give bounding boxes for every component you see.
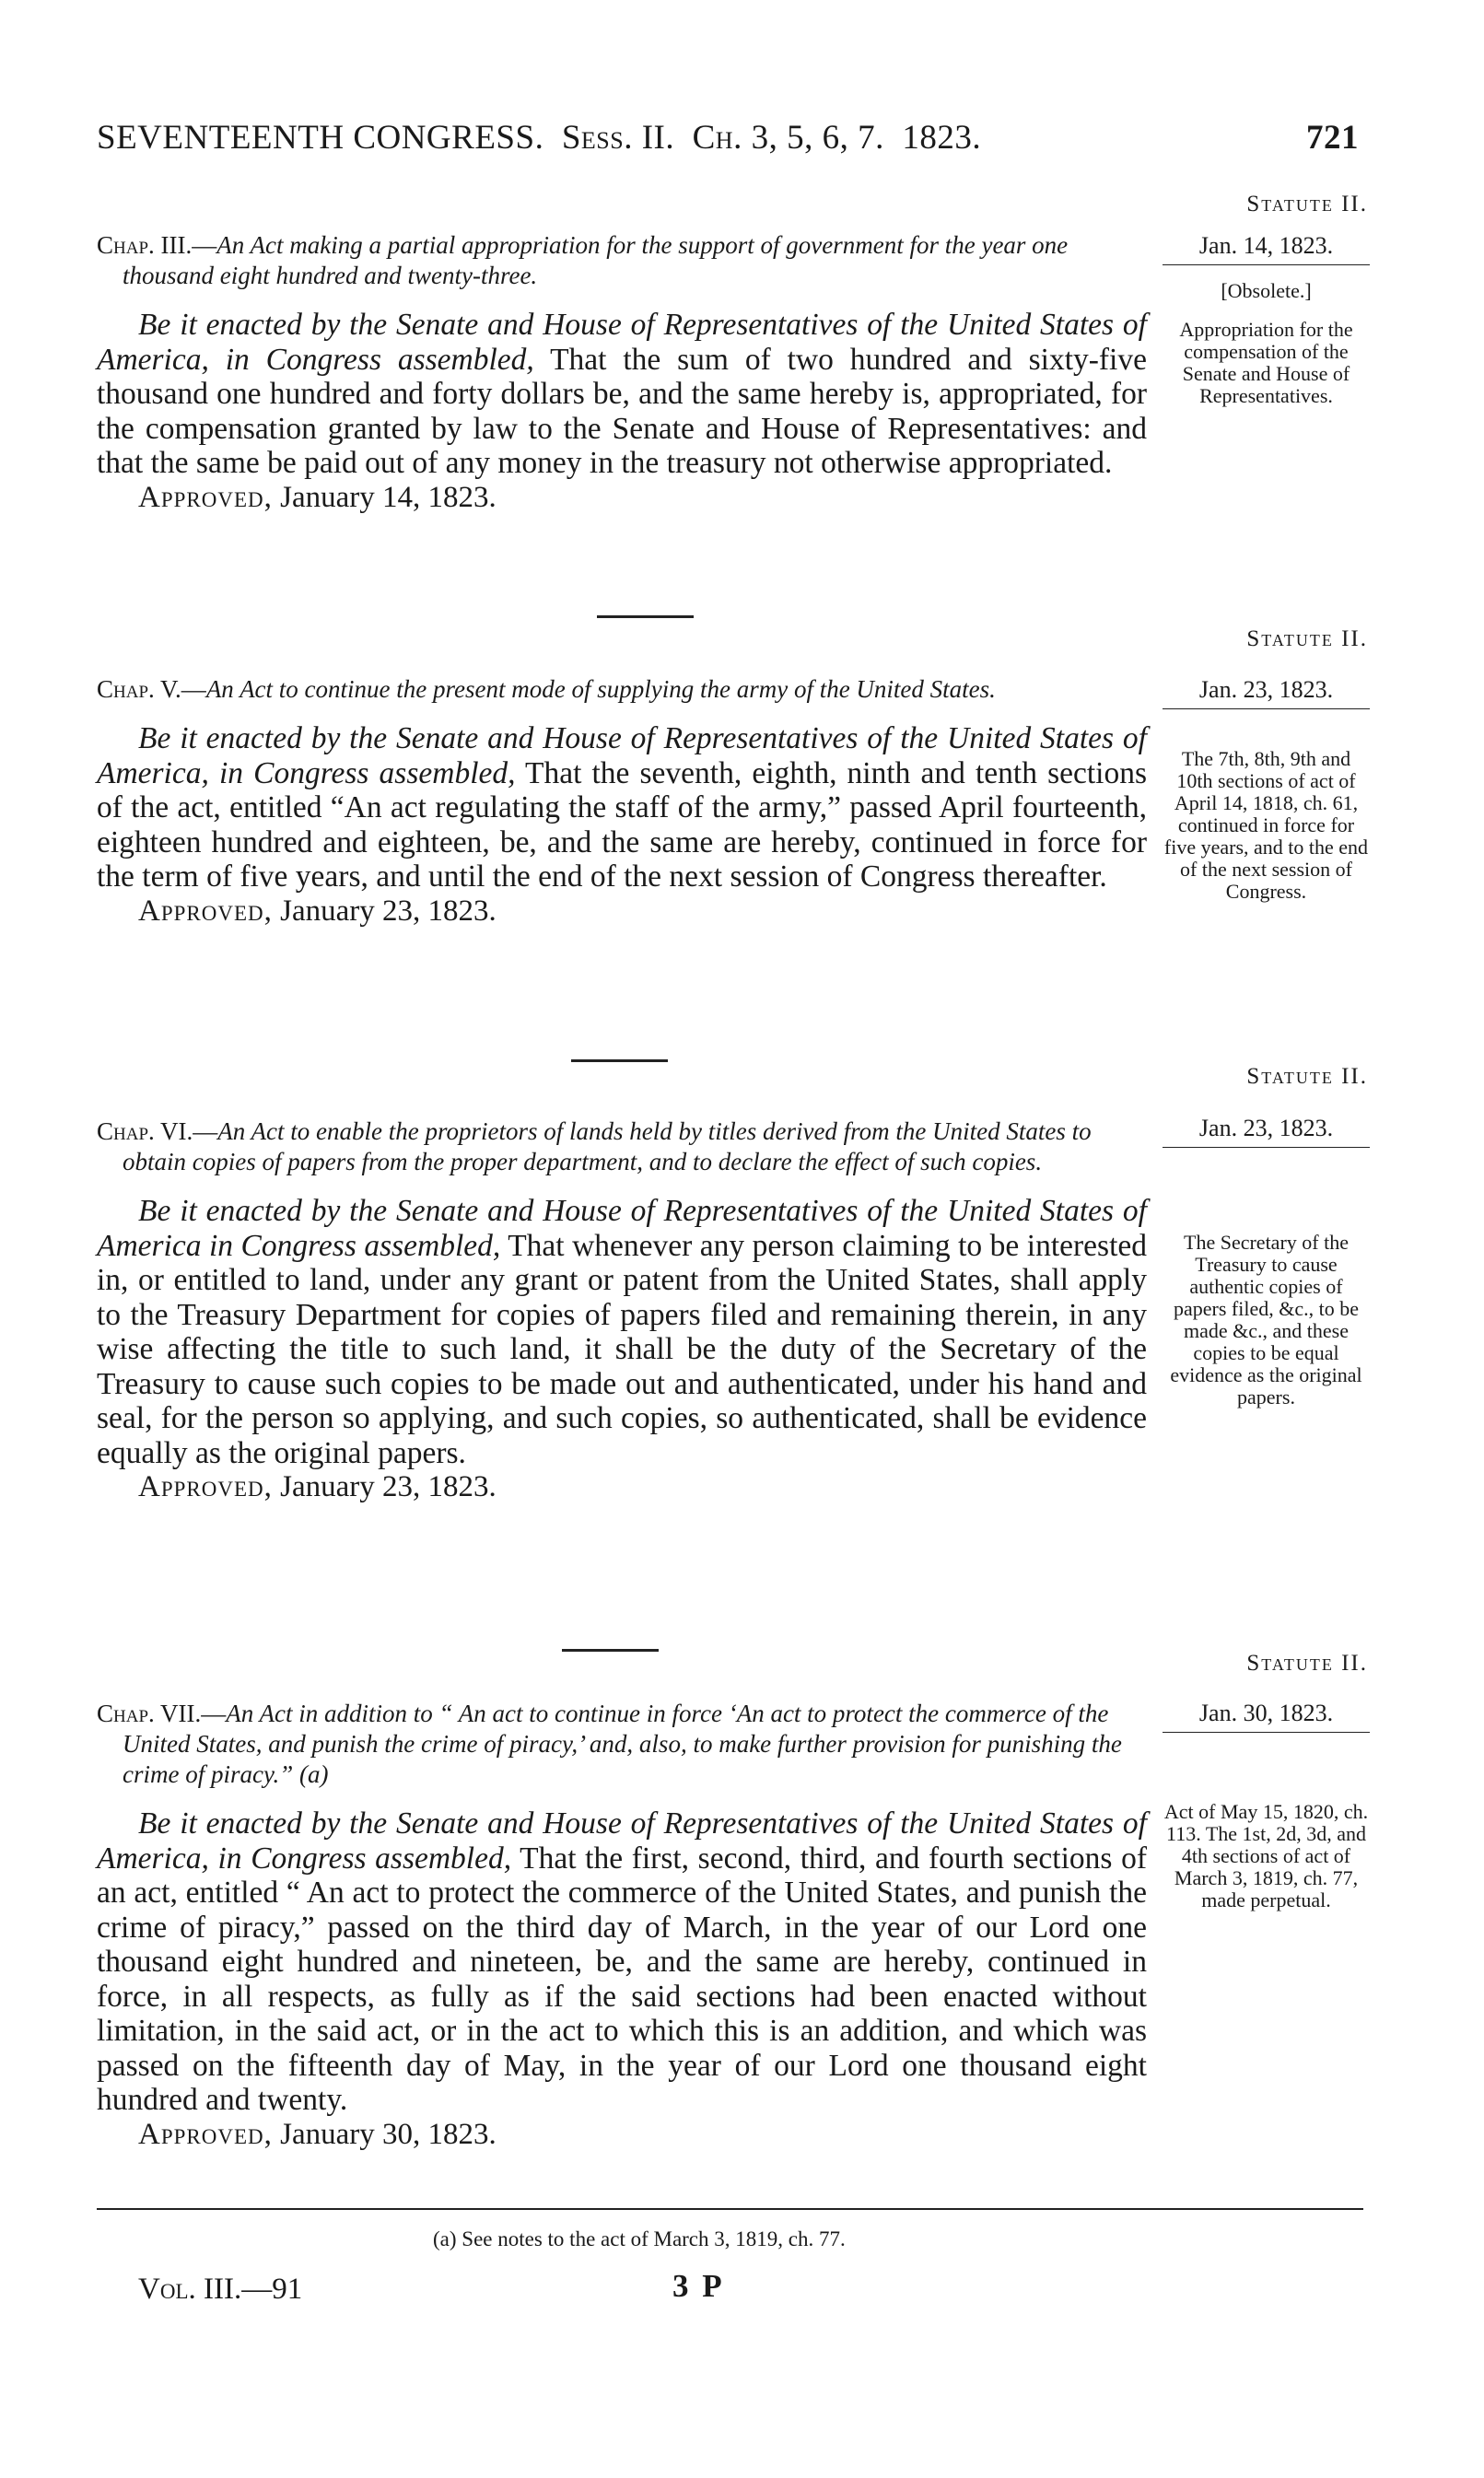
chapter-label: Chap. VI.—	[97, 1117, 218, 1145]
statute-label: Statute II.	[1246, 626, 1368, 651]
session-label: Sess. II.	[561, 119, 675, 157]
enacting-clause: Be it enacted by the Senate and House of Representatives of the United States of America, in Congress assembled,	[97, 308, 1147, 377]
footnote: (a) See notes to the act of March 3, 1819, ch. 77.	[433, 2227, 846, 2250]
approved-label: Approved,	[138, 1470, 273, 1503]
chapter-label: Chap. V.—	[97, 675, 206, 703]
approved-label: Approved,	[138, 894, 273, 928]
footnote-rule	[97, 2208, 1363, 2210]
chapter-body	[97, 308, 1147, 481]
chapter-title	[97, 230, 1147, 291]
enacting-clause: Be it enacted by the Senate and House of Representatives of the United States of America, in Congress assembled,	[97, 721, 1147, 790]
statute-label: Statute II.	[1246, 192, 1368, 216]
running-head	[97, 118, 981, 158]
chapter-title-text: An Act to continue the present mode of supplying the army of the United States.	[205, 675, 996, 703]
year-label: 1823.	[902, 119, 982, 157]
running-header	[97, 118, 1359, 164]
page-number: 721	[1306, 119, 1359, 157]
chapter-label: Chap. VII.—	[97, 1700, 227, 1727]
enacting-clause: Be it enacted by the Senate and House of Representatives of the United States of America in Congress assembled,	[97, 1194, 1147, 1263]
statute-label: Statute II.	[1246, 1064, 1368, 1089]
section-separator	[571, 1059, 668, 1062]
margin-date: Jan. 30, 1823.	[1163, 1700, 1370, 1733]
chapter-title-text: An Act making a partial appropriation for the support of government for the year one thousand eight hundred and twenty-three.	[123, 231, 1069, 289]
body-text: That whenever any person claiming to be interested in, or entitled to land, under any grant or patent from the United States, shall apply to the Treasury Department for copies of papers filed and remaining therein, in any wise affecting the title to such land, it shall be the duty of the Secretary of the Treasury to cause such copies to be made out and authenticated, under his hand and seal, for the person so applying, and such copies, so authenticated, shall be evidence equally as the original papers.	[97, 1228, 1148, 1470]
chapter-title-text: An Act in addition to “ An act to continue in force ‘An act to protect the commerce of the United States, and punish the crime of piracy,’ and, also, to make further provision for punishing the crime of piracy.” (a)	[123, 1700, 1122, 1788]
chapter-body	[97, 1806, 1147, 2118]
body-text: That the sum of two hundred and sixty-five thousand one hundred and forty dollars be, and the same hereby is, appropriated, for the compensation granted by law to the Senate and House of Representatives: and that the same be paid out of any money in the treasury not otherwise appropriated.	[97, 342, 1147, 480]
chapters-label: Ch. 3, 5, 6, 7.	[692, 119, 884, 157]
margin-date: Jan. 23, 1823.	[1163, 676, 1370, 709]
chapter-6	[97, 1116, 1147, 1504]
obsolete-note: [Obsolete.]	[1221, 279, 1312, 302]
chapter-body	[97, 721, 1147, 894]
congress-title: SEVENTEENTH CONGRESS.	[97, 119, 544, 157]
chapter-title	[97, 674, 1147, 705]
approved-date: January 23, 1823.	[280, 894, 497, 928]
margin-note: Act of May 15, 1820, ch. 113. The 1st, 2d, 3d, and 4th sections of act of March 3, 1819, ch. 77, made perpetual.	[1163, 1800, 1369, 1911]
margin-note: Appropriation for the compensation of the Senate and House of Representatives.	[1179, 318, 1353, 407]
body-text: That the first, second, third, and fourth sections of an act, entitled “ An act to protect the commerce of the United States, and punish the crime of piracy,” passed on the third day of March, in the year of our Lord one thousand eight hundred and nineteen, be, and the same are hereby, continued in force, in all respects, as fully as if the said sections had been enacted without limitation, in the said act, or in the act to which this is an addition, and which was passed on the fifteenth day of May, in the year of our Lord one thousand eight hundred and twenty.	[97, 1841, 1147, 2117]
approved-line	[138, 2118, 1147, 2152]
approved-date: January 23, 1823.	[280, 1470, 497, 1503]
chapter-body	[97, 1194, 1147, 1470]
chapter-title-text: An Act to enable the proprietors of lands held by titles derived from the United States to obtain copies of papers from the proper department, and to declare the effect of such copies.	[123, 1117, 1092, 1175]
section-separator	[597, 615, 694, 618]
volume-label: Vol. III.—91	[138, 2273, 303, 2306]
signature-mark: 3 P	[672, 2268, 725, 2304]
approved-date: January 14, 1823.	[280, 480, 497, 514]
approved-label: Approved,	[138, 480, 273, 514]
enacting-clause: Be it enacted by the Senate and House of Representatives of the United States of America, in Congress assembled,	[97, 1806, 1147, 1876]
margin-note: The Secretary of the Treasury to cause authentic copies of papers filed, &c., to be made &c., and these copies to be equal evidence as the original papers.	[1170, 1231, 1362, 1408]
chapter-title	[97, 1699, 1147, 1790]
section-separator	[562, 1649, 659, 1652]
approved-label: Approved,	[138, 2117, 273, 2151]
chapter-3	[97, 230, 1147, 515]
margin-date: Jan. 23, 1823.	[1163, 1115, 1370, 1148]
chapter-title	[97, 1116, 1147, 1177]
approved-date: January 30, 1823.	[280, 2117, 497, 2151]
chapter-5	[97, 674, 1147, 929]
statute-label: Statute II.	[1246, 1651, 1368, 1676]
margin-note: The 7th, 8th, 9th and 10th sections of act of April 14, 1818, ch. 61, continued in force for five years, and to the end of the next session of Congress.	[1163, 747, 1369, 903]
chapter-7	[97, 1699, 1147, 2152]
body-text: That the seventh, eighth, ninth and tenth sections of the act, entitled “An act regulating the staff of the army,” passed April fourteenth, eighteen hundred and eighteen, be, and the same are hereby, continued in force for the term of five years, and until the end of the next session of Congress thereafter.	[97, 755, 1147, 894]
chapter-label: Chap. III.—	[97, 231, 217, 259]
approved-line	[138, 481, 1147, 515]
approved-line	[138, 894, 1147, 929]
approved-line	[138, 1470, 1147, 1504]
margin-date: Jan. 14, 1823.	[1163, 232, 1370, 265]
